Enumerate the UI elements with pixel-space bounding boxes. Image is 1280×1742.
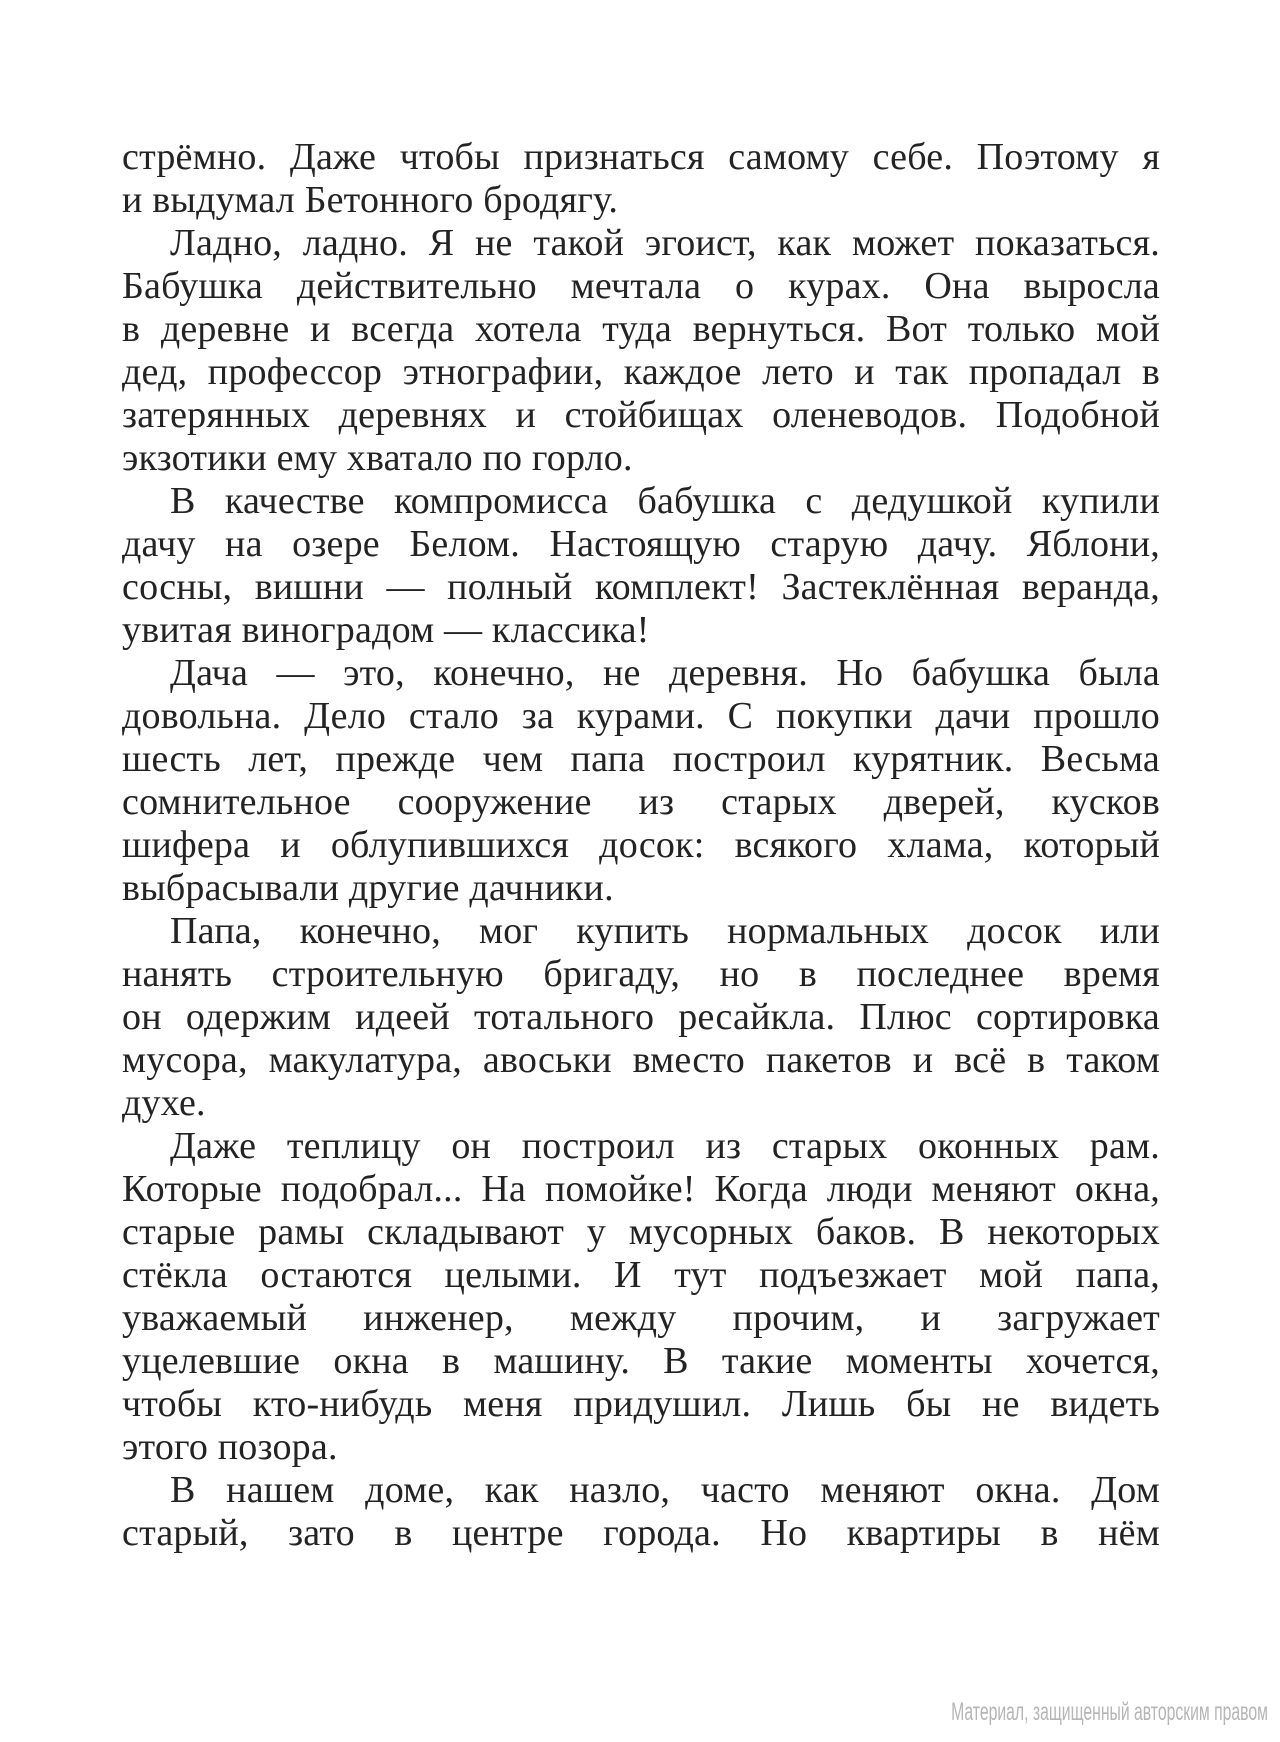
text-line: мусора, макулатура, авоськи вместо пакетов и всё в таком	[122, 1039, 1160, 1081]
text-line: старые рамы складывают у мусорных баков. В некоторых	[122, 1211, 1160, 1253]
paragraph	[122, 1469, 1160, 1555]
paragraph	[122, 652, 1160, 910]
copyright-watermark: Материал, защищенный авторским правом	[951, 1698, 1268, 1726]
text-line: выбрасывали другие дачники.	[122, 867, 614, 909]
text-line: довольна. Дело стало за курами. С покупки дачи прошло	[122, 695, 1160, 737]
text-line: сомнительное сооружение из старых дверей, кусков	[122, 781, 1160, 823]
text-line: духе.	[122, 1082, 206, 1124]
text-line: экзотики ему хватало по горло.	[122, 437, 633, 479]
text-line: шифера и облупившихся досок: всякого хлама, который	[122, 824, 1160, 866]
page-text	[122, 136, 1160, 1555]
text-line: Дача — это, конечно, не деревня. Но бабушка была	[170, 652, 1160, 694]
text-line: Ладно, ладно. Я не такой эгоист, как может показаться.	[170, 222, 1160, 264]
text-line: стёкла остаются целыми. И тут подъезжает мой папа,	[122, 1254, 1160, 1296]
paragraph	[122, 136, 1160, 222]
text-line: он одержим идеей тотального ресайкла. Плюс сортировка	[122, 996, 1160, 1038]
text-line: нанять строительную бригаду, но в последнее время	[122, 953, 1160, 995]
text-line: В нашем доме, как назло, часто меняют окна. Дом	[170, 1469, 1160, 1511]
text-line: сосны, вишни — полный комплект! Застеклённая веранда,	[122, 566, 1160, 608]
text-line: Бабушка действительно мечтала о курах. Она выросла	[122, 265, 1160, 307]
text-line: уцелевшие окна в машину. В такие моменты хочется,	[122, 1340, 1160, 1382]
text-line: увитая виноградом — классика!	[122, 609, 650, 651]
text-line: уважаемый инженер, между прочим, и загружает	[122, 1297, 1160, 1339]
text-line: в деревне и всегда хотела туда вернуться. Вот только мой	[122, 308, 1160, 350]
text-line: Папа, конечно, мог купить нормальных досок или	[170, 910, 1160, 952]
text-line: Которые подобрал... На помойке! Когда люди меняют окна,	[122, 1168, 1160, 1210]
text-line: Даже теплицу он построил из старых оконных рам.	[170, 1125, 1160, 1167]
paragraph	[122, 480, 1160, 652]
text-line: чтобы кто-нибудь меня придушил. Лишь бы не видеть	[122, 1383, 1160, 1425]
text-line: дед, профессор этнографии, каждое лето и так пропадал в	[122, 351, 1160, 393]
text-line: шесть лет, прежде чем папа построил курятник. Весьма	[122, 738, 1160, 780]
paragraph	[122, 910, 1160, 1125]
text-line: дачу на озере Белом. Настоящую старую дачу. Яблони,	[122, 523, 1160, 565]
paragraph	[122, 222, 1160, 480]
text-line: старый, зато в центре города. Но квартиры в нём	[122, 1512, 1160, 1554]
text-line: стрёмно. Даже чтобы признаться самому себе. Поэтому я	[122, 136, 1160, 178]
text-line: В качестве компромисса бабушка с дедушкой купили	[170, 480, 1160, 522]
text-line: затерянных деревнях и стойбищах оленеводов. Подобной	[122, 394, 1160, 436]
paragraph	[122, 1125, 1160, 1469]
text-line: этого позора.	[122, 1426, 338, 1468]
text-line: и выдумал Бетонного бродягу.	[122, 179, 619, 221]
